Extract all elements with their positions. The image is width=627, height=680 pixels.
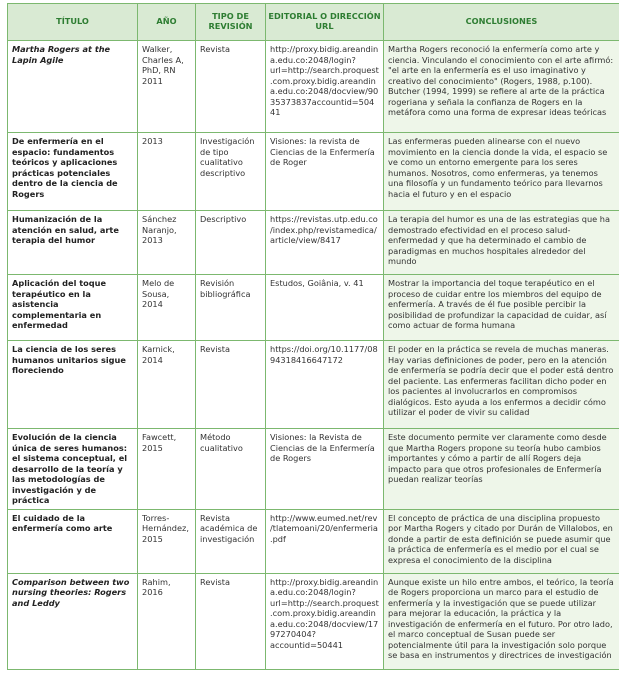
row-author-year: Torres-Hernández, 2015 <box>138 509 196 573</box>
row-source: https://revistas.utp.edu.co/index.php/revistamedica/article/view/8417 <box>266 211 384 275</box>
row-title: Humanización de la atención en salud, arte terapia del humor <box>8 211 138 275</box>
row-review-type: Método cualitativo <box>196 429 266 510</box>
header-titulo: TÍTULO <box>8 4 138 41</box>
row-conclusion: Martha Rogers reconoció la enfermería como arte y ciencia. Vinculando el conocimiento con el arte afirmó: "el arte en la enfermería es el uso imaginativo y creativo del conocimiento" (Rogers, 1988, p.100). Butcher (1994, 1999) se refiere al arte de la práctica rogeriana y señala la confianza de Rogers en la metáfora como una forma de expresar ideas teóricas <box>384 41 620 133</box>
row-title: Martha Rogers at the Lapin Agile <box>8 41 138 133</box>
row-review-type: Revista <box>196 341 266 429</box>
row-title: Aplicación del toque terapéutico en la asistencia complementaria en enfermedad <box>8 275 138 341</box>
row-title: Evolución de la ciencia única de seres humanos: el sistema conceptual, el desarrollo de la teoría y las metodologías de investigación y de práctica <box>8 429 138 510</box>
row-title: De enfermería en el espacio: fundamentos teóricos y aplicaciones prácticas potenciales dentro de la ciencia de Rogers <box>8 133 138 211</box>
table-row <box>8 573 620 669</box>
table-row <box>8 341 620 429</box>
row-source: Visiones: la revista de Ciencias de la Enfermería de Roger <box>266 133 384 211</box>
row-author-year: Walker, Charles A, PhD, RN 2011 <box>138 41 196 133</box>
row-source: Estudos, Goiânia, v. 41 <box>266 275 384 341</box>
header-anio: AÑO <box>138 4 196 41</box>
row-conclusion: El concepto de práctica de una disciplina propuesto por Martha Rogers y citado por Durán de Villalobos, en donde a partir de esta definición se puede asumir que la práctica de enfermería es el medio por el cual se expresa el conocimiento de la disciplina <box>384 509 620 573</box>
row-title: El cuidado de la enfermería como arte <box>8 509 138 573</box>
row-conclusion: Las enfermeras pueden alinearse con el nuevo movimiento en la ciencia donde la vida, el espacio se ve como un entorno emergente para los seres humanos. Nosotros, como enfermeras, ya tenemos una filosofía y un fundamento teórico para llevarnos hacia el futuro y en el espacio <box>384 133 620 211</box>
header-editorial-url: EDITORIAL O DIRECCIÓN URL <box>266 4 384 41</box>
row-conclusion: La terapia del humor es una de las estrategias que ha demostrado efectividad en el proceso salud-enfermedad y que ha determinado el cambio de paradigmas en muchos hospitales alrededor del mundo <box>384 211 620 275</box>
row-title: La ciencia de los seres humanos unitarios sigue floreciendo <box>8 341 138 429</box>
row-author-year: 2013 <box>138 133 196 211</box>
row-source: http://proxy.bidig.areandina.edu.co:2048/login?url=http://search.proquest.com.proxy.bidig.areandina.edu.co:2048/docview/1797270404?accountid=50441 <box>266 573 384 669</box>
row-conclusion: El poder en la práctica se revela de muchas maneras. Hay varias definiciones de poder, pero en la atención de enfermería se podría decir que el poder está dentro del paciente. Las enfermeras facilitan dicho poder en los pacientes al involucrarlos en compromisos dialógicos. Esto ayuda a los enfermos a decidir cómo utilizar el poder de vivir su calidad <box>384 341 620 429</box>
row-source: Visiones: la Revista de Ciencias de la Enfermería de Rogers <box>266 429 384 510</box>
row-source: http://proxy.bidig.areandina.edu.co:2048/login?url=http://search.proquest.com.proxy.bidig.areandina.edu.co:2048/docview/9035373837accountid=50441 <box>266 41 384 133</box>
row-review-type: Revista <box>196 41 266 133</box>
row-author-year: Melo de Sousa, 2014 <box>138 275 196 341</box>
row-review-type: Revista <box>196 573 266 669</box>
table-row <box>8 509 620 573</box>
header-tipo-revision: TIPO DE REVISIÓN <box>196 4 266 41</box>
row-conclusion: Este documento permite ver claramente como desde que Martha Rogers propone su teoría hubo cambios importantes y cómo a partir de allí Rogers deja impacto para que otros profesionales de Enfermería puedan realizar teorías <box>384 429 620 510</box>
row-review-type: Revisión bibliográfica <box>196 275 266 341</box>
literature-review-table-container <box>7 3 619 670</box>
literature-review-table <box>7 3 619 670</box>
table-row <box>8 41 620 133</box>
table-row <box>8 133 620 211</box>
row-author-year: Sánchez Naranjo, 2013 <box>138 211 196 275</box>
row-author-year: Rahim, 2016 <box>138 573 196 669</box>
row-review-type: Investigación de tipo cualitativo descriptivo <box>196 133 266 211</box>
row-source: https://doi.org/10.1177/0894318416647172 <box>266 341 384 429</box>
row-review-type: Descriptivo <box>196 211 266 275</box>
row-title: Comparison between two nursing theories: Rogers and Leddy <box>8 573 138 669</box>
row-source: http://www.eumed.net/rev/tlatemoani/20/enfermeria.pdf <box>266 509 384 573</box>
row-review-type: Revista académica de investigación <box>196 509 266 573</box>
table-row <box>8 429 620 510</box>
table-row <box>8 275 620 341</box>
table-row <box>8 211 620 275</box>
header-conclusiones: CONCLUSIONES <box>384 4 620 41</box>
row-author-year: Fawcett, 2015 <box>138 429 196 510</box>
row-conclusion: Aunque existe un hilo entre ambos, el teórico, la teoría de Rogers proporciona un marco para el estudio de enfermería y la investigación que se puede utilizar para mejorar la educación, la práctica y la investigación de enfermería en el futuro. Por otro lado, el marco conceptual de Susan puede ser potencialmente útil para la investigación solo porque se basa en instrumentos y directrices de investigación <box>384 573 620 669</box>
row-conclusion: Mostrar la importancia del toque terapéutico en el proceso de cuidar entre los miembros del equipo de enfermería. A través de él fue posible percibir la posibilidad de profundizar la capacidad de cuidar, así como actuar de forma humana <box>384 275 620 341</box>
row-author-year: Karnick, 2014 <box>138 341 196 429</box>
header-row <box>8 4 620 41</box>
